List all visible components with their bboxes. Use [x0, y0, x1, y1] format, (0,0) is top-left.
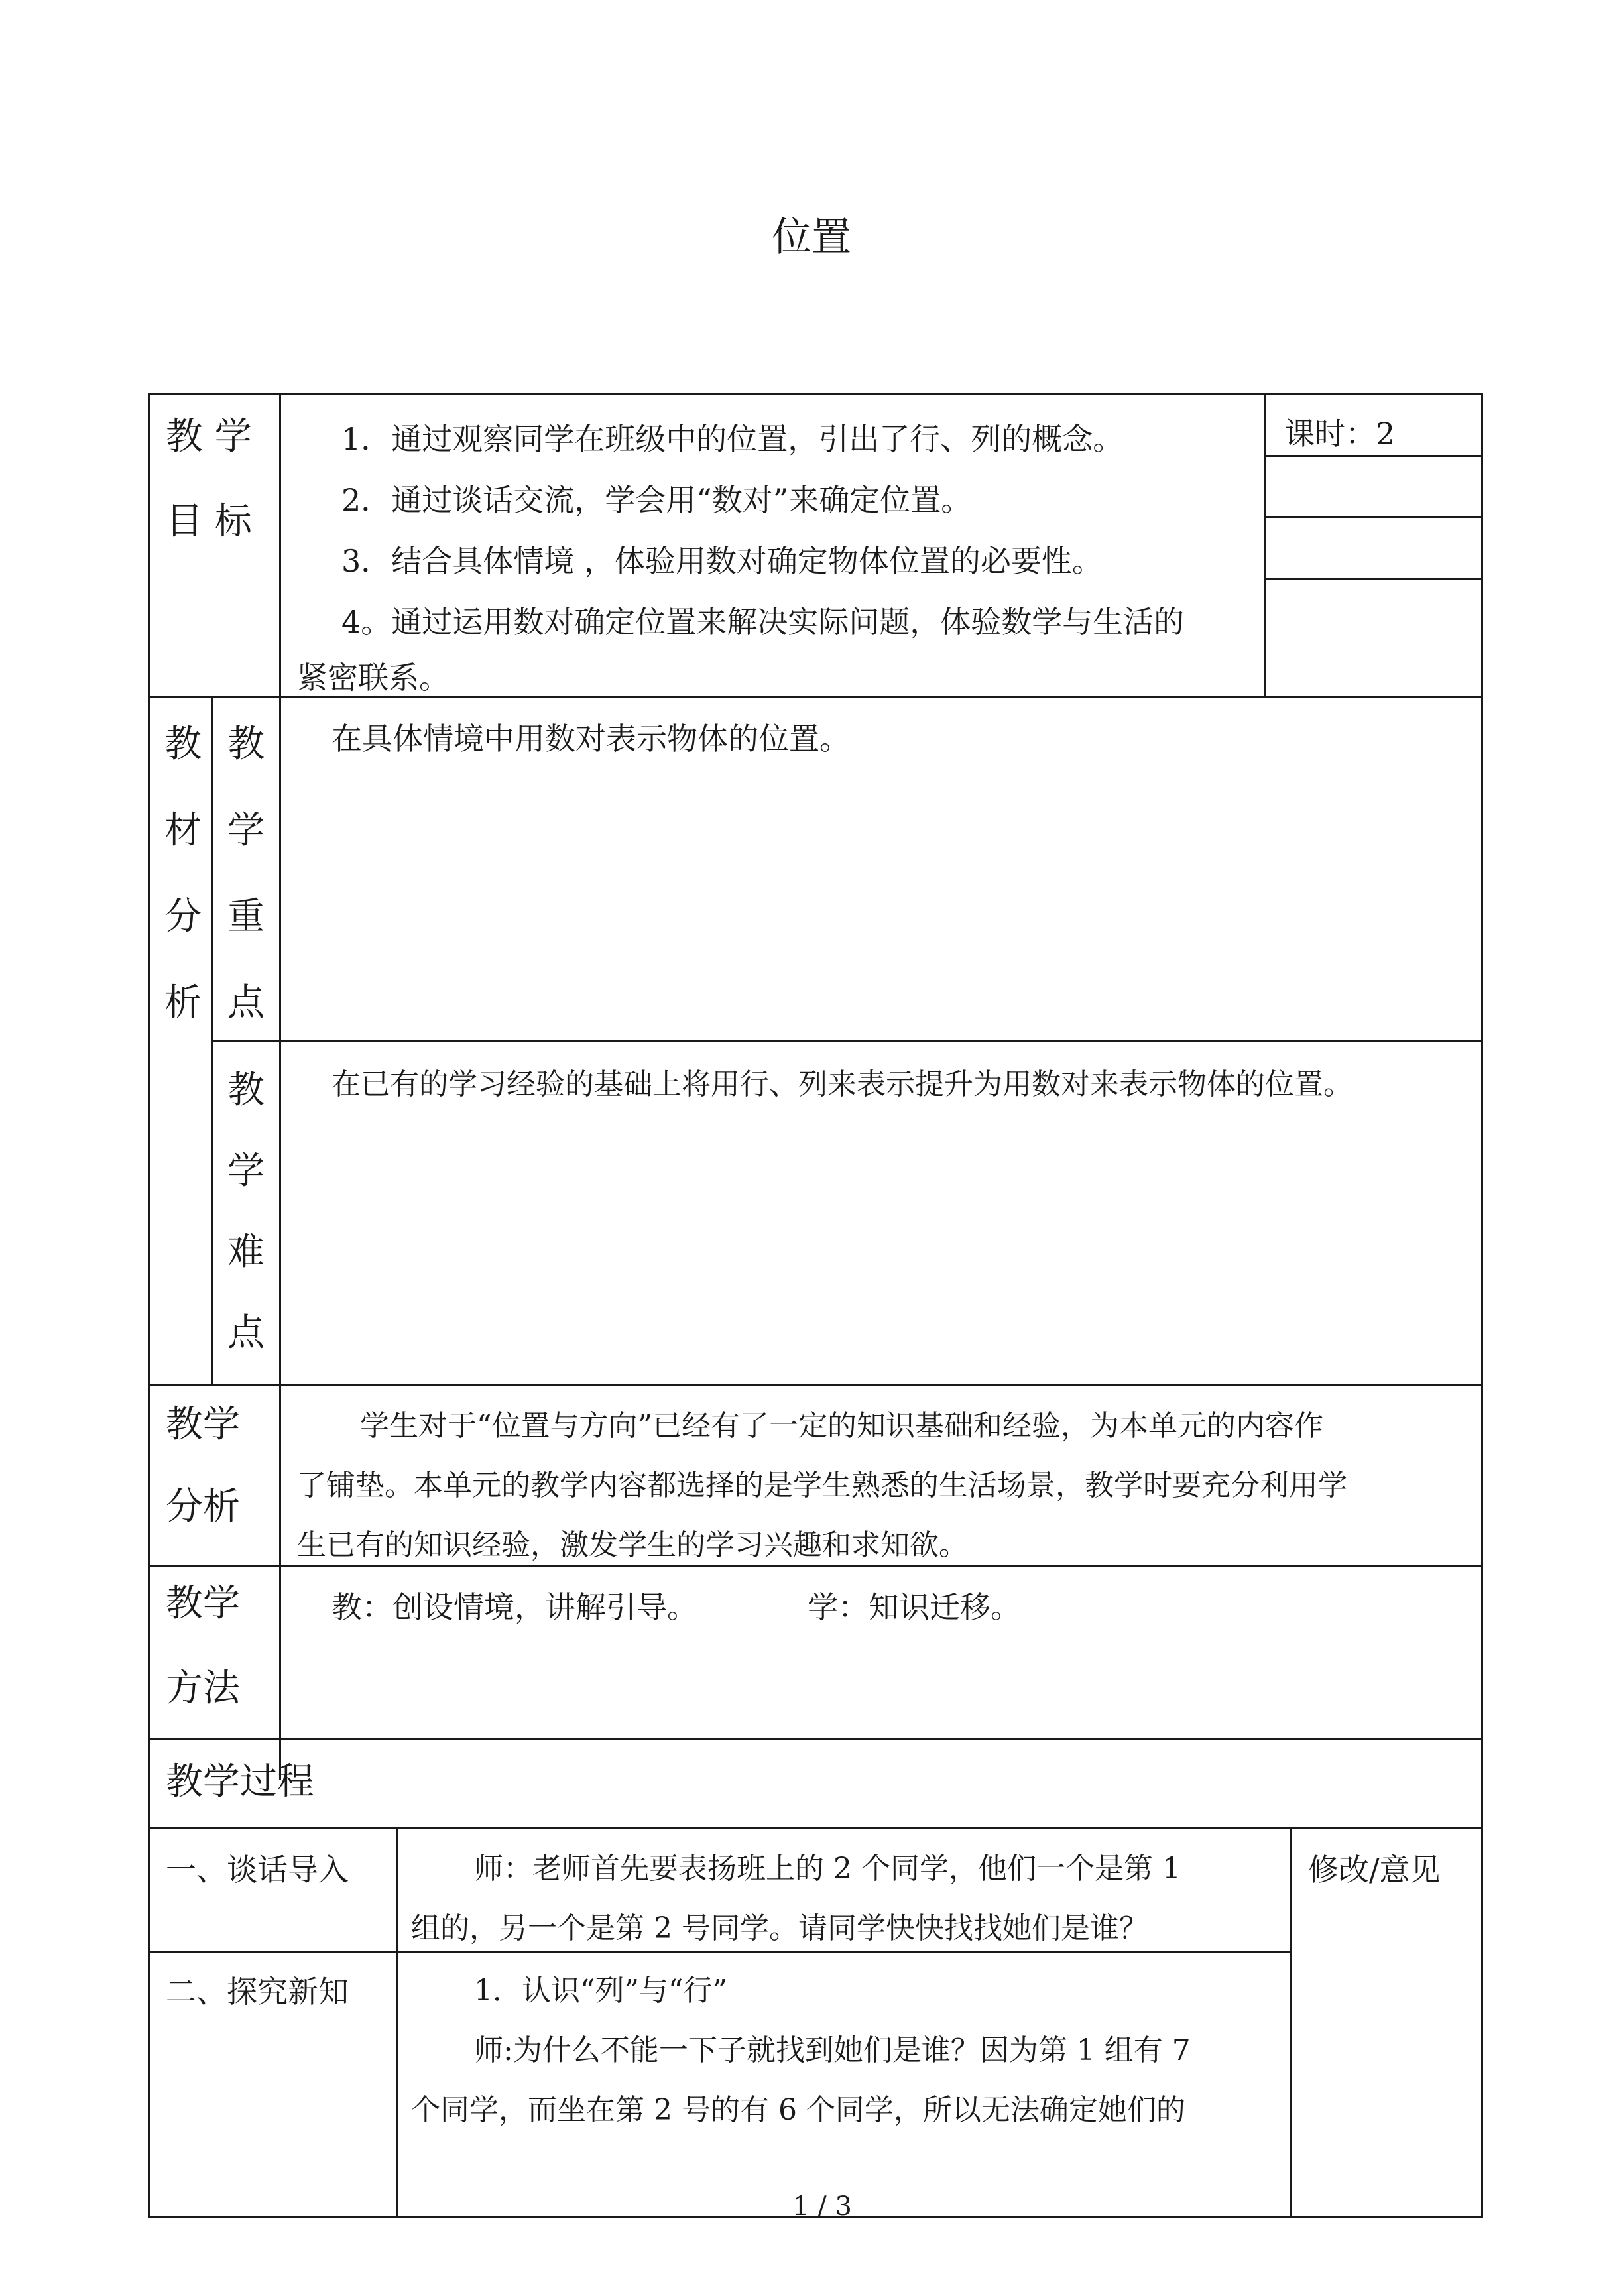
process-heading: 教学过程	[166, 1760, 314, 1803]
side-row-divider	[1264, 516, 1483, 518]
row-divider	[148, 1384, 1483, 1386]
method-label-line1: 教学	[166, 1582, 240, 1625]
objectives-label-line1: 教 学	[166, 415, 252, 458]
page-number: 1 / 3	[792, 2191, 852, 2222]
process-column-divider	[396, 1827, 398, 2218]
revision-column-divider	[1290, 1827, 1292, 2218]
process-section-label: 二、探究新知	[166, 1974, 349, 2010]
process-section-label: 一、谈话导入	[166, 1852, 349, 1888]
process-section-text: 师：老师首先要表扬班上的 2 个同学，他们一个是第 1 组的，另一个是第 2 号同学。请同学快快找找她们是谁？	[411, 1852, 1181, 1945]
process-section-text: 1．认识“列”与“行” 师:为什么不能一下子就找到她们是谁？因为第 1 组有 7 个同学，而坐在第 2 号的有 6 个同学，所以无法确定她们的	[411, 1974, 1191, 2127]
analysis-label-line2: 分析	[166, 1485, 240, 1528]
method-label-line2: 方法	[166, 1667, 240, 1710]
side-column-divider	[1264, 393, 1266, 698]
side-row-divider	[1264, 578, 1483, 580]
material-analysis-label: 教 材 分 析	[164, 723, 202, 1024]
row-divider	[148, 1827, 1483, 1829]
revision-label: 修改/意见	[1308, 1852, 1441, 1888]
method-teacher: 教：创设情境，讲解引导。	[331, 1589, 697, 1625]
objective-item: 1．通过观察同学在班级中的位置，引出了行、列的概念。	[341, 421, 1124, 457]
table-top-border	[148, 393, 1483, 395]
analysis-label-line1: 教学	[166, 1403, 240, 1446]
key-point-text: 在具体情境中用数对表示物体的位置。	[331, 721, 850, 756]
objectives-label-line2: 目 标	[166, 500, 252, 543]
key-point-label: 教 学 重 点	[227, 723, 265, 1024]
label-column-divider	[279, 393, 281, 1780]
objective-item: 2．通过谈话交流，学会用“数对”来确定位置。	[341, 482, 972, 518]
page-title: 位置	[772, 214, 851, 261]
row-divider	[211, 1040, 1483, 1042]
method-student: 学：知识迁移。	[808, 1589, 1021, 1625]
difficulty-label: 教 学 难 点	[227, 1069, 265, 1355]
table-left-border	[148, 393, 150, 2218]
row-divider	[148, 1738, 1483, 1740]
lesson-hours: 课时：2	[1284, 416, 1396, 452]
objective-item: 紧密联系。	[297, 660, 450, 695]
difficulty-text: 在已有的学习经验的基础上将用行、列来表示提升为用数对来表示物体的位置。	[331, 1067, 1352, 1101]
objective-item: 3．结合具体情境 ，体验用数对确定物体位置的必要性。	[341, 543, 1103, 579]
analysis-text: 学生对于“位置与方向”已经有了一定的知识基础和经验，为本单元的内容作 了铺垫。本单元的教学内容都选择的是学生熟悉的生活场景，教学时要充分利用学 生已有的知识经验，激发学生的学习兴趣和求知欲。	[297, 1409, 1347, 1562]
objective-item: 4。通过运用数对确定位置来解决实际问题，体验数学与生活的	[341, 604, 1185, 640]
table-right-border	[1481, 393, 1483, 2218]
